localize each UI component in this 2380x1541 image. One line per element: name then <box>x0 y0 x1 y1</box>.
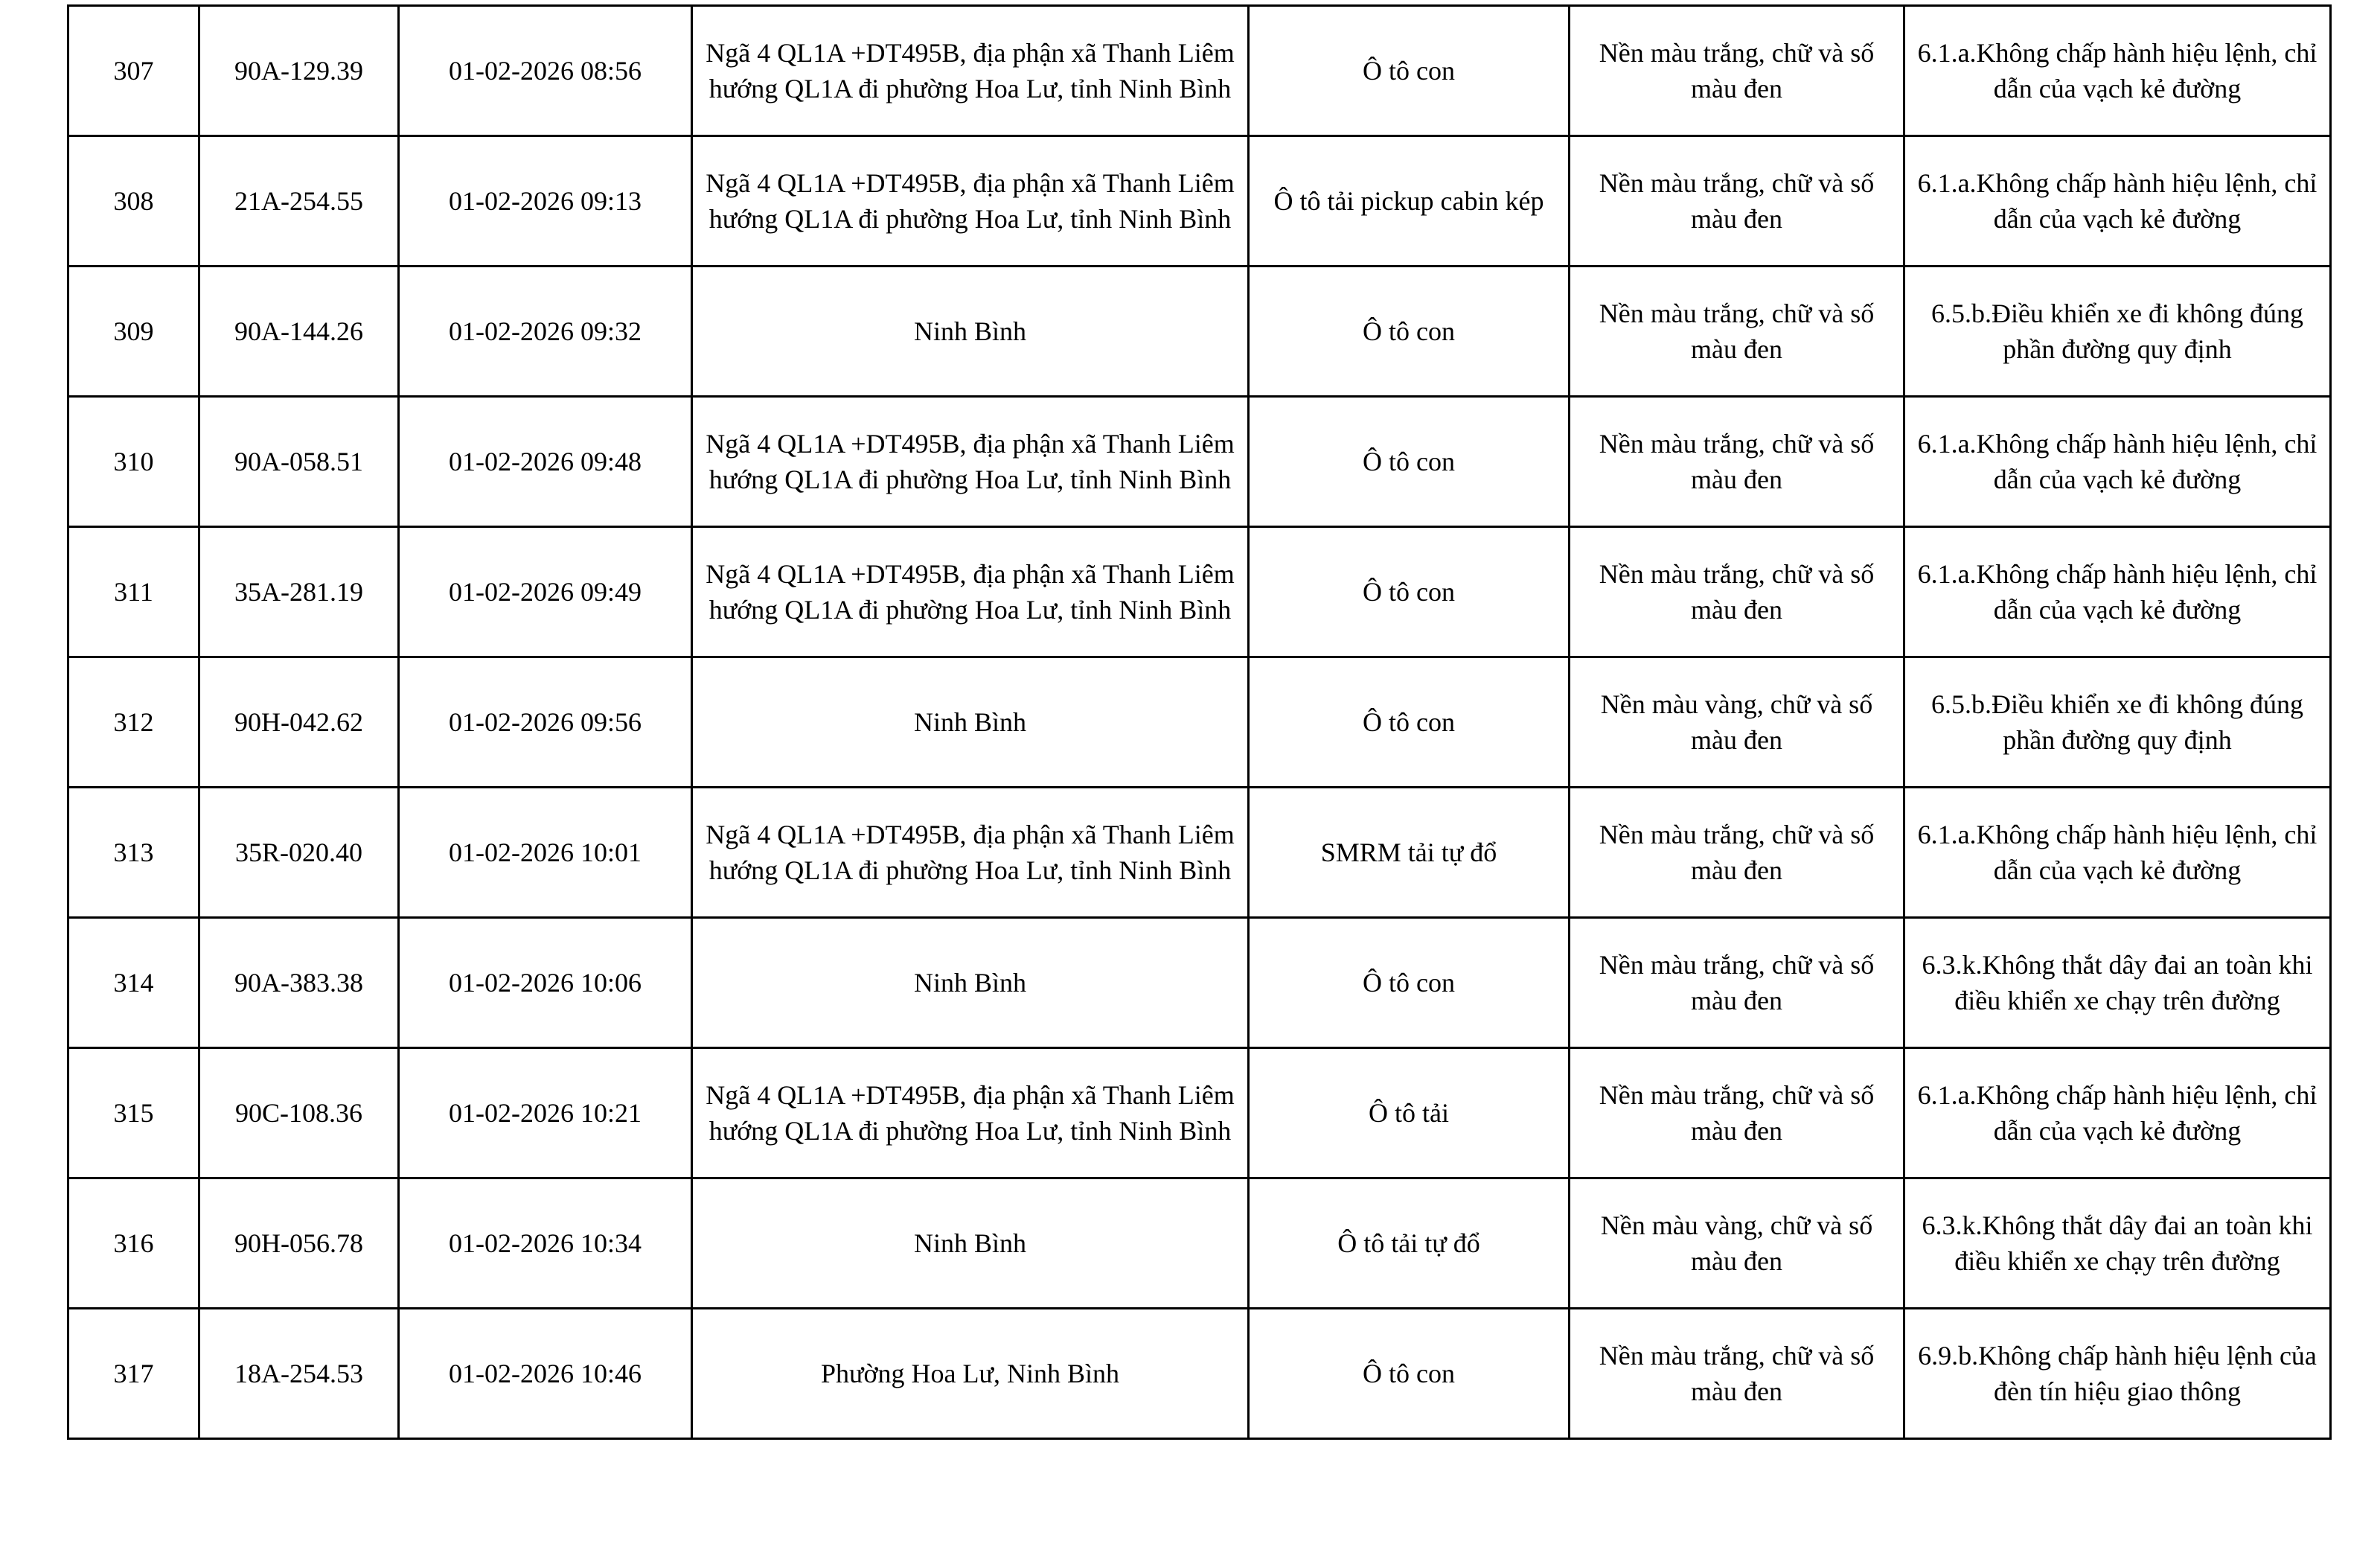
violation-time: 01-02-2026 09:49 <box>399 527 692 657</box>
license-plate: 90A-383.38 <box>199 918 399 1048</box>
violation-place: Ngã 4 QL1A +DT495B, địa phận xã Thanh Liêm hướng QL1A đi phường Hoa Lư, tỉnh Ninh Bình <box>692 1048 1249 1178</box>
license-plate: 35R-020.40 <box>199 788 399 918</box>
table-row <box>68 657 2331 788</box>
table-row <box>68 918 2331 1048</box>
license-plate: 90C-108.36 <box>199 1048 399 1178</box>
license-plate: 90A-129.39 <box>199 6 399 136</box>
violation-time: 01-02-2026 09:13 <box>399 136 692 267</box>
violation-time: 01-02-2026 10:34 <box>399 1178 692 1309</box>
plate-color: Nền màu trắng, chữ và số màu đen <box>1570 918 1904 1048</box>
violation-description: 6.5.b.Điều khiển xe đi không đúng phần đường quy định <box>1904 267 2331 397</box>
violation-description: 6.9.b.Không chấp hành hiệu lệnh của đèn tín hiệu giao thông <box>1904 1309 2331 1439</box>
table-row <box>68 136 2331 267</box>
vehicle-type: Ô tô con <box>1249 6 1570 136</box>
row-number: 315 <box>68 1048 199 1178</box>
table-row <box>68 527 2331 657</box>
plate-color: Nền màu trắng, chữ và số màu đen <box>1570 1048 1904 1178</box>
violation-place: Ninh Bình <box>692 657 1249 788</box>
table-row <box>68 6 2331 136</box>
violation-description: 6.1.a.Không chấp hành hiệu lệnh, chỉ dẫn của vạch kẻ đường <box>1904 136 2331 267</box>
row-number: 317 <box>68 1309 199 1439</box>
vehicle-type: Ô tô tải tự đổ <box>1249 1178 1570 1309</box>
row-number: 310 <box>68 397 199 527</box>
violation-description: 6.3.k.Không thắt dây đai an toàn khi điều khiển xe chạy trên đường <box>1904 918 2331 1048</box>
vehicle-type: Ô tô con <box>1249 397 1570 527</box>
violation-time: 01-02-2026 10:21 <box>399 1048 692 1178</box>
violation-description: 6.1.a.Không chấp hành hiệu lệnh, chỉ dẫn của vạch kẻ đường <box>1904 527 2331 657</box>
vehicle-type: Ô tô con <box>1249 657 1570 788</box>
plate-color: Nền màu trắng, chữ và số màu đen <box>1570 788 1904 918</box>
license-plate: 35A-281.19 <box>199 527 399 657</box>
violation-place: Ngã 4 QL1A +DT495B, địa phận xã Thanh Liêm hướng QL1A đi phường Hoa Lư, tỉnh Ninh Bình <box>692 397 1249 527</box>
violation-place: Ninh Bình <box>692 267 1249 397</box>
plate-color: Nền màu trắng, chữ và số màu đen <box>1570 527 1904 657</box>
violation-description: 6.3.k.Không thắt dây đai an toàn khi điều khiển xe chạy trên đường <box>1904 1178 2331 1309</box>
violation-description: 6.5.b.Điều khiển xe đi không đúng phần đường quy định <box>1904 657 2331 788</box>
vehicle-type: Ô tô con <box>1249 267 1570 397</box>
row-number: 308 <box>68 136 199 267</box>
table-row <box>68 1178 2331 1309</box>
violation-time: 01-02-2026 10:46 <box>399 1309 692 1439</box>
table-row <box>68 397 2331 527</box>
table-row <box>68 267 2331 397</box>
violation-description: 6.1.a.Không chấp hành hiệu lệnh, chỉ dẫn của vạch kẻ đường <box>1904 6 2331 136</box>
vehicle-type: Ô tô tải <box>1249 1048 1570 1178</box>
row-number: 309 <box>68 267 199 397</box>
violations-sheet <box>67 4 2329 1440</box>
row-number: 314 <box>68 918 199 1048</box>
license-plate: 21A-254.55 <box>199 136 399 267</box>
vehicle-type: Ô tô con <box>1249 918 1570 1048</box>
violation-place: Ngã 4 QL1A +DT495B, địa phận xã Thanh Liêm hướng QL1A đi phường Hoa Lư, tỉnh Ninh Bình <box>692 527 1249 657</box>
violation-place: Phường Hoa Lư, Ninh Bình <box>692 1309 1249 1439</box>
row-number: 313 <box>68 788 199 918</box>
table-row <box>68 788 2331 918</box>
plate-color: Nền màu trắng, chữ và số màu đen <box>1570 397 1904 527</box>
violation-description: 6.1.a.Không chấp hành hiệu lệnh, chỉ dẫn của vạch kẻ đường <box>1904 788 2331 918</box>
table-row <box>68 1048 2331 1178</box>
violation-place: Ninh Bình <box>692 918 1249 1048</box>
violation-place: Ngã 4 QL1A +DT495B, địa phận xã Thanh Liêm hướng QL1A đi phường Hoa Lư, tỉnh Ninh Bình <box>692 788 1249 918</box>
row-number: 311 <box>68 527 199 657</box>
violation-time: 01-02-2026 10:06 <box>399 918 692 1048</box>
violation-time: 01-02-2026 09:48 <box>399 397 692 527</box>
plate-color: Nền màu trắng, chữ và số màu đen <box>1570 267 1904 397</box>
violation-description: 6.1.a.Không chấp hành hiệu lệnh, chỉ dẫn của vạch kẻ đường <box>1904 1048 2331 1178</box>
table-row <box>68 1309 2331 1439</box>
violation-time: 01-02-2026 08:56 <box>399 6 692 136</box>
violation-time: 01-02-2026 09:32 <box>399 267 692 397</box>
plate-color: Nền màu trắng, chữ và số màu đen <box>1570 136 1904 267</box>
plate-color: Nền màu vàng, chữ và số màu đen <box>1570 1178 1904 1309</box>
license-plate: 90H-042.62 <box>199 657 399 788</box>
violation-time: 01-02-2026 09:56 <box>399 657 692 788</box>
vehicle-type: SMRM tải tự đổ <box>1249 788 1570 918</box>
violation-description: 6.1.a.Không chấp hành hiệu lệnh, chỉ dẫn của vạch kẻ đường <box>1904 397 2331 527</box>
license-plate: 90A-058.51 <box>199 397 399 527</box>
row-number: 312 <box>68 657 199 788</box>
vehicle-type: Ô tô con <box>1249 527 1570 657</box>
plate-color: Nền màu trắng, chữ và số màu đen <box>1570 6 1904 136</box>
plate-color: Nền màu vàng, chữ và số màu đen <box>1570 657 1904 788</box>
row-number: 316 <box>68 1178 199 1309</box>
violation-time: 01-02-2026 10:01 <box>399 788 692 918</box>
vehicle-type: Ô tô tải pickup cabin kép <box>1249 136 1570 267</box>
violation-place: Ngã 4 QL1A +DT495B, địa phận xã Thanh Liêm hướng QL1A đi phường Hoa Lư, tỉnh Ninh Bình <box>692 6 1249 136</box>
violation-place: Ninh Bình <box>692 1178 1249 1309</box>
plate-color: Nền màu trắng, chữ và số màu đen <box>1570 1309 1904 1439</box>
violations-table <box>67 4 2332 1440</box>
license-plate: 90A-144.26 <box>199 267 399 397</box>
license-plate: 90H-056.78 <box>199 1178 399 1309</box>
violation-place: Ngã 4 QL1A +DT495B, địa phận xã Thanh Liêm hướng QL1A đi phường Hoa Lư, tỉnh Ninh Bình <box>692 136 1249 267</box>
license-plate: 18A-254.53 <box>199 1309 399 1439</box>
vehicle-type: Ô tô con <box>1249 1309 1570 1439</box>
row-number: 307 <box>68 6 199 136</box>
